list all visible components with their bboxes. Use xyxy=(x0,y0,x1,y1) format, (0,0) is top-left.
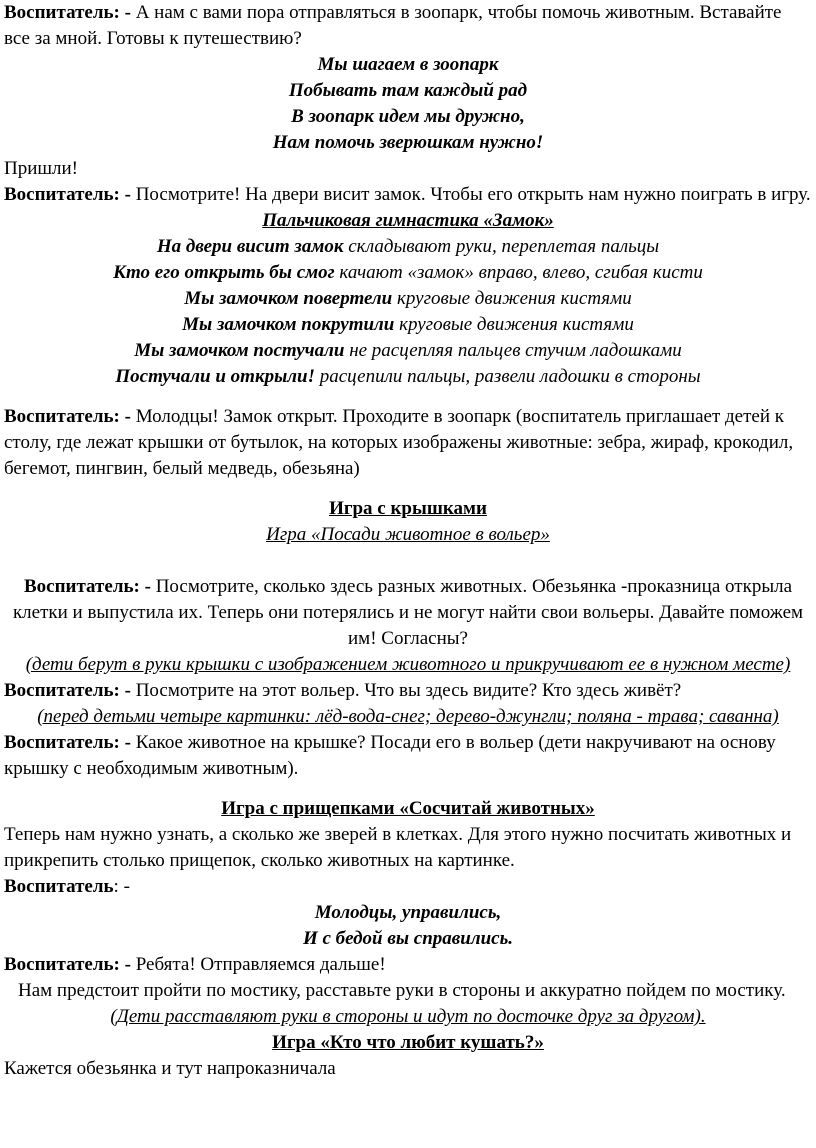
finger-line-action: не расцепляя пальцев стучим ладошками xyxy=(344,340,682,361)
finger-line-words: На двери висит замок xyxy=(156,236,344,257)
speaker-label: Воспитатель: - xyxy=(4,184,131,205)
paragraph-animals-lost xyxy=(4,574,812,652)
speaker-label: Воспитатель xyxy=(4,876,114,897)
finger-line xyxy=(4,234,812,260)
paragraph-enclosure xyxy=(4,678,812,704)
paragraph-text: Посмотрите! На двери висит замок. Чтобы его открыть нам нужно поиграть в игру. xyxy=(130,184,811,205)
finger-line-words: Мы замочком покрутили xyxy=(182,314,395,335)
paragraph-arrived: Пришли! xyxy=(4,158,78,179)
stage-note: (дети берут в руки крышки с изображением животного и прикручивают ее в нужном месте) xyxy=(25,654,791,675)
finger-line xyxy=(4,286,812,312)
stage-note: (перед детьми четыре картинки: лёд-вода-снег; дерево-джунгли; поляна - трава; саванна) xyxy=(37,706,779,727)
paragraph-text: Ребята! Отправляемся дальше! xyxy=(130,954,386,975)
finger-line-words: Мы замочком повертели xyxy=(184,288,393,309)
game-food-title: Игра «Кто что любит кушать?» xyxy=(272,1032,544,1053)
speaker-label: Воспитатель: - xyxy=(4,406,131,427)
paragraph-count: Теперь нам нужно узнать, а сколько же зверей в клетках. Для этого нужно посчитать животных и прикрепить столько прищепок, сколько животных на картинке. xyxy=(4,824,792,871)
stage-note: (Дети расставляют руки в стороны и идут по досточке друг за другом). xyxy=(110,1006,706,1027)
spacer xyxy=(4,390,812,404)
finger-line-action: качают «замок» вправо, влево, сгибая кисти xyxy=(334,262,703,283)
paragraph-intro xyxy=(4,0,812,52)
paragraph-move-on xyxy=(4,952,812,978)
spacer xyxy=(4,548,812,574)
finger-line-words: Постучали и открыли! xyxy=(115,366,315,387)
game-caps-subtitle: Игра «Посади животное в вольер» xyxy=(266,524,550,545)
paragraph-which-animal xyxy=(4,730,812,782)
game-clothespins-title: Игра с прищепками «Сосчитай животных» xyxy=(221,798,595,819)
finger-line-action: круговые движения кистями xyxy=(392,288,632,309)
speaker-tail: : - xyxy=(113,876,130,897)
speaker-label: Воспитатель: - xyxy=(4,732,131,753)
finger-line-action: круговые движения кистями xyxy=(394,314,634,335)
finger-gym-title: Пальчиковая гимнастика «Замок» xyxy=(262,210,554,231)
finger-line xyxy=(4,338,812,364)
poem-line: Мы шагаем в зоопарк xyxy=(317,54,499,75)
spacer xyxy=(4,782,812,796)
poem-line: И с бедой вы справились. xyxy=(302,928,514,949)
speaker-label: Воспитатель: - xyxy=(23,576,151,597)
speaker-label: Воспитатель: - xyxy=(4,680,131,701)
poem-well-done xyxy=(4,900,812,952)
paragraph-text: Посмотрите, сколько здесь разных животных. Обезьянка -проказница открыла клетки и выпустила их. Теперь они потерялись и не могут найти свои вольеры. Давайте поможем им! Согласны? xyxy=(12,576,804,649)
paragraph-lock-open xyxy=(4,404,812,482)
finger-line xyxy=(4,312,812,338)
paragraph-text: Какое животное на крышке? Посади его в вольер (дети накручивают на основу крышку с необходимым животным). xyxy=(4,732,776,779)
paragraph-text: Молодцы! Замок открыт. Проходите в зоопарк (воспитатель приглашает детей к столу, где лежат крышки от бутылок, на которых изображены животные: зебра, жираф, крокодил, бегемот, пингвин, белый медведь, обезьяна) xyxy=(4,406,794,479)
paragraph-lock xyxy=(4,182,812,208)
game-caps-title: Игра с крышками xyxy=(329,498,487,519)
spacer xyxy=(4,482,812,496)
poem-line: Молодцы, управились, xyxy=(314,902,502,923)
poem-line: Побывать там каждый рад xyxy=(288,80,528,101)
paragraph-text: А нам с вами пора отправляться в зоопарк, чтобы помочь животным. Вставайте все за мной. Готовы к путешествию? xyxy=(4,2,782,49)
finger-gym-lines xyxy=(4,234,812,390)
finger-line xyxy=(4,260,812,286)
finger-line-action: расцепили пальцы, развели ладошки в стороны xyxy=(314,366,701,387)
finger-line-words: Кто его открыть бы смог xyxy=(113,262,335,283)
poem-line: Нам помочь зверюшкам нужно! xyxy=(272,132,544,153)
paragraph-speaker-only xyxy=(4,874,812,900)
paragraph-bridge: Нам предстоит пройти по мостику, расставьте руки в стороны и аккуратно пойдем по мостику. xyxy=(18,980,786,1001)
paragraph-text: Посмотрите на этот вольер. Что вы здесь видите? Кто здесь живёт? xyxy=(130,680,682,701)
speaker-label: Воспитатель: - xyxy=(4,2,131,23)
finger-line-words: Мы замочком постучали xyxy=(134,340,345,361)
finger-line-action: складывают руки, переплетая пальцы xyxy=(343,236,660,257)
paragraph-monkey: Кажется обезьянка и тут напроказничала xyxy=(4,1058,336,1079)
finger-line xyxy=(4,364,812,390)
poem-zoo xyxy=(4,52,812,156)
speaker-label: Воспитатель: - xyxy=(4,954,131,975)
poem-line: В зоопарк идем мы дружно, xyxy=(291,106,525,127)
